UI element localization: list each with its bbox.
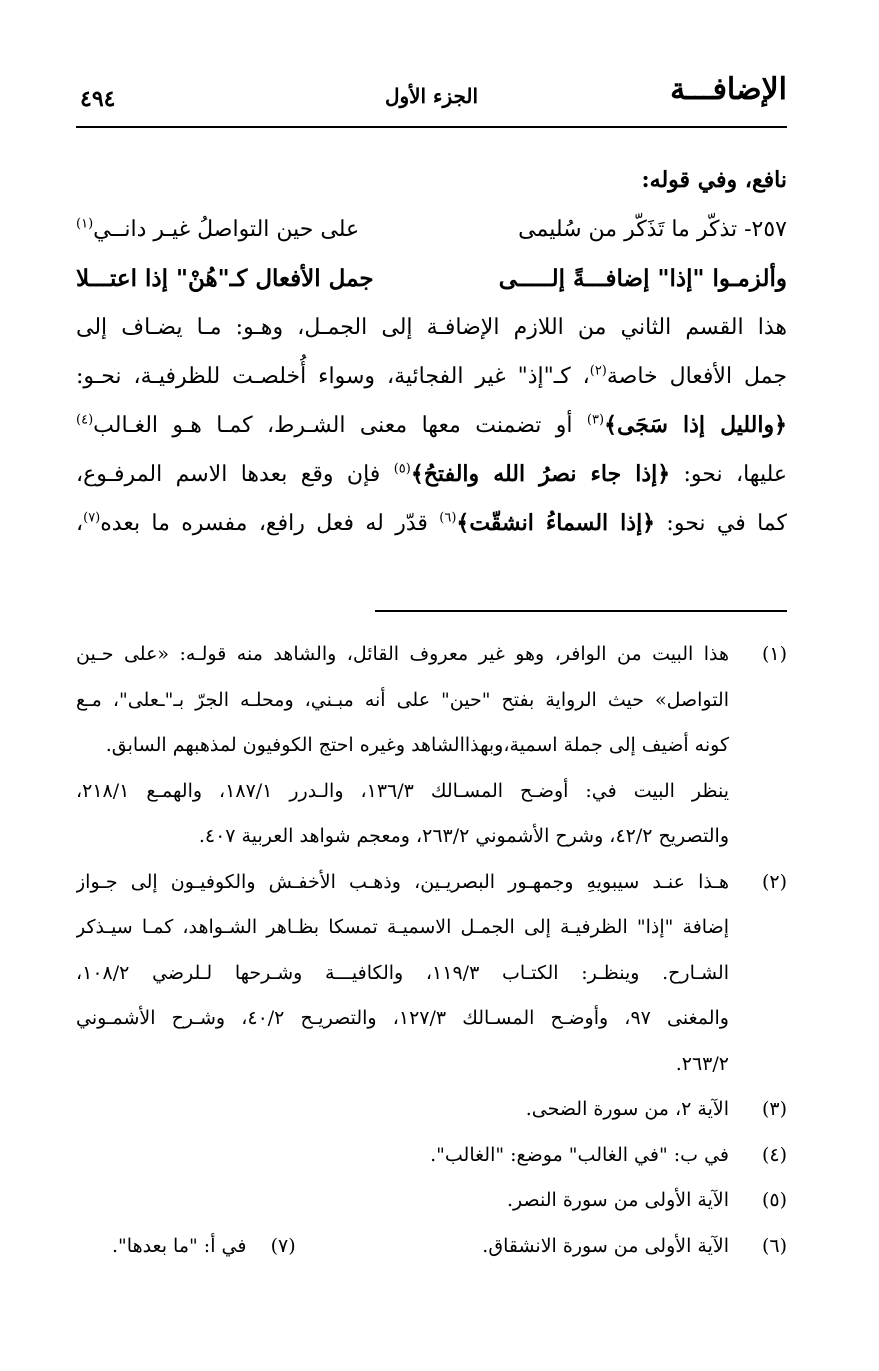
footnote-line: ينظر البيت في: أوضـح المسـالك ١٣٦/٣، والـدرر ١٨٧/١، والهمـع ٢١٨/١، — [76, 779, 729, 802]
footnote-number: (٦) — [761, 1234, 787, 1257]
footnote-number: (٢) — [761, 870, 787, 893]
p4-text-a: عليها، نحو: — [670, 462, 787, 487]
footnote-number: (٥) — [761, 1189, 787, 1211]
p2-text-a: جمل الأفعال خاصة — [606, 364, 787, 389]
p4-text-b: فإن وقع بعدها الاسم المرفـوع، — [76, 462, 394, 487]
quran-quote-duha: ﴿والليل إذا سَجَى﴾ — [604, 412, 787, 438]
footnote-line: في ب: "في الغالب" موضع: "الغالب". — [430, 1143, 729, 1166]
footnote-ref-4: (٤) — [76, 412, 94, 428]
verse-second-hemistich — [76, 205, 359, 254]
paragraph-line-2 — [76, 352, 787, 401]
footnote-line: الشـارح. وينظـر: الكتـاب ١١٩/٣، والكافيـــة وشـرحها لـلرضي ١٠٨/٢، — [76, 961, 729, 984]
footnote-ref-1: (١) — [76, 216, 94, 232]
quran-quote-inshiqaq: ﴿إذا السماءُ انشقّت﴾ — [456, 510, 656, 536]
footnote-ref-7: (٧) — [83, 510, 101, 526]
alfiyya-second-hemistich: جمل الأفعال كـ"هُنْ" إذا اعتـــلا — [76, 265, 374, 292]
footnote-line: والتصريح ٤٢/٢، وشرح الأشموني ٢٦٣/٢، ومعجم شواهد العربية ٤٠٧. — [198, 825, 729, 847]
p5-text-b: قدّر له فعل رافع، مفسره ما بعده — [100, 511, 440, 536]
footnote-1 — [76, 632, 787, 860]
paragraph-line-3 — [76, 401, 787, 450]
footnote-line: الآية ٢، من سورة الضحى. — [525, 1098, 729, 1120]
footnote-ref-6: (٦) — [439, 510, 457, 526]
alfiyya-first-hemistich: وألزمـوا "إذا" إضافـــةً إلـــــى — [498, 265, 787, 292]
footnote-ref-5: (٥) — [393, 461, 411, 477]
p3-text: أو تضمنت معها معنى الشـرط، كمـا هـو الغـالب — [93, 413, 587, 438]
quran-quote-nasr: ﴿إذا جاء نصرُ الله والفتحُ﴾ — [410, 461, 671, 487]
footnote-separator — [375, 610, 787, 612]
footnote-5 — [76, 1178, 787, 1224]
footnote-line: والمغنى ٩٧، وأوضـح المسـالك ١٢٧/٣، والتصريـح ٤٠/٢، وشـرح الأشمـوني — [76, 1007, 729, 1029]
footnotes — [76, 632, 787, 1269]
footnote-number: (٧) — [270, 1234, 296, 1257]
footnote-line: الآية الأولى من سورة الانشقاق. — [482, 1234, 729, 1257]
poem-verse-257 — [76, 205, 787, 254]
footnote-number: (٤) — [761, 1143, 787, 1166]
footnote-number: (١) — [761, 643, 787, 665]
footnote-7 — [112, 1224, 296, 1270]
chapter-title: الإضافـــة — [670, 72, 787, 107]
intro-line: نافع، وفي قوله: — [641, 167, 787, 193]
paragraph-line-1: هذا القسم الثاني من اللازم الإضافـة إلى الجمـل، وهـو: مـا يضـاف إلى — [76, 315, 787, 340]
verse-first-hemistich: ٢٥٧- تذكّر ما تَذَكّر من سُليمى — [518, 217, 787, 242]
footnote-line: في أ: "ما بعدها". — [112, 1234, 247, 1257]
p5-text-c: ، — [76, 511, 84, 536]
alfiyya-verse — [76, 254, 787, 303]
footnote-2 — [76, 860, 787, 1088]
footnote-line: هـذا عنـد سيبويهِ وجمهـور البصريـين، وذهـب الأخفـش والكوفيـون إلى جـواز — [76, 870, 729, 893]
footnote-ref-2: (٢) — [589, 363, 607, 379]
main-text — [76, 156, 787, 548]
footnote-ref-3: (٣) — [586, 412, 605, 428]
footnote-line: هذا البيت من الوافر، وهو غير معروف القائل، والشاهد منه قولـه: «على حـين — [76, 643, 729, 665]
header-divider — [76, 126, 787, 128]
p2-text-b: ، كـ"إذ" غير الفجائية، وسواء أُخلصـت للظرفيـة، نحـو: — [76, 364, 590, 389]
page-number: ٤٩٤ — [80, 86, 116, 112]
footnote-line: الآية الأولى من سورة النصر. — [507, 1189, 729, 1211]
footnote-number: (٣) — [761, 1098, 787, 1120]
verse-second-hemistich-text: على حين التواصلُ غيـر دانــي — [93, 217, 360, 242]
footnote-line: كونه أضيف إلى جملة اسمية،وبهذاالشاهد وغيره احتج الكوفيون لمذهبهم السابق. — [105, 734, 729, 756]
footnote-6-7 — [76, 1224, 787, 1270]
p5-text-a: كما في نحو: — [655, 511, 787, 536]
footnote-line: ٢٦٣/٢. — [675, 1052, 729, 1075]
paragraph-line-4 — [76, 450, 787, 499]
footnote-4 — [76, 1133, 787, 1179]
footnote-line: إضافة "إذا" الظرفيـة إلى الجمـل الاسميـة تمسكا بظـاهر الشـواهد، كمـا سيـذكر — [76, 916, 729, 938]
volume-title: الجزء الأول — [384, 84, 479, 108]
footnote-line: التواصل» حيث الرواية بفتح "حين" على أنه مبـني، ومحلـه الجرّ بـ"ـعلى"، مـع — [76, 688, 729, 711]
paragraph-line-5 — [76, 499, 787, 548]
page-header — [76, 68, 787, 124]
footnote-3 — [76, 1087, 787, 1133]
